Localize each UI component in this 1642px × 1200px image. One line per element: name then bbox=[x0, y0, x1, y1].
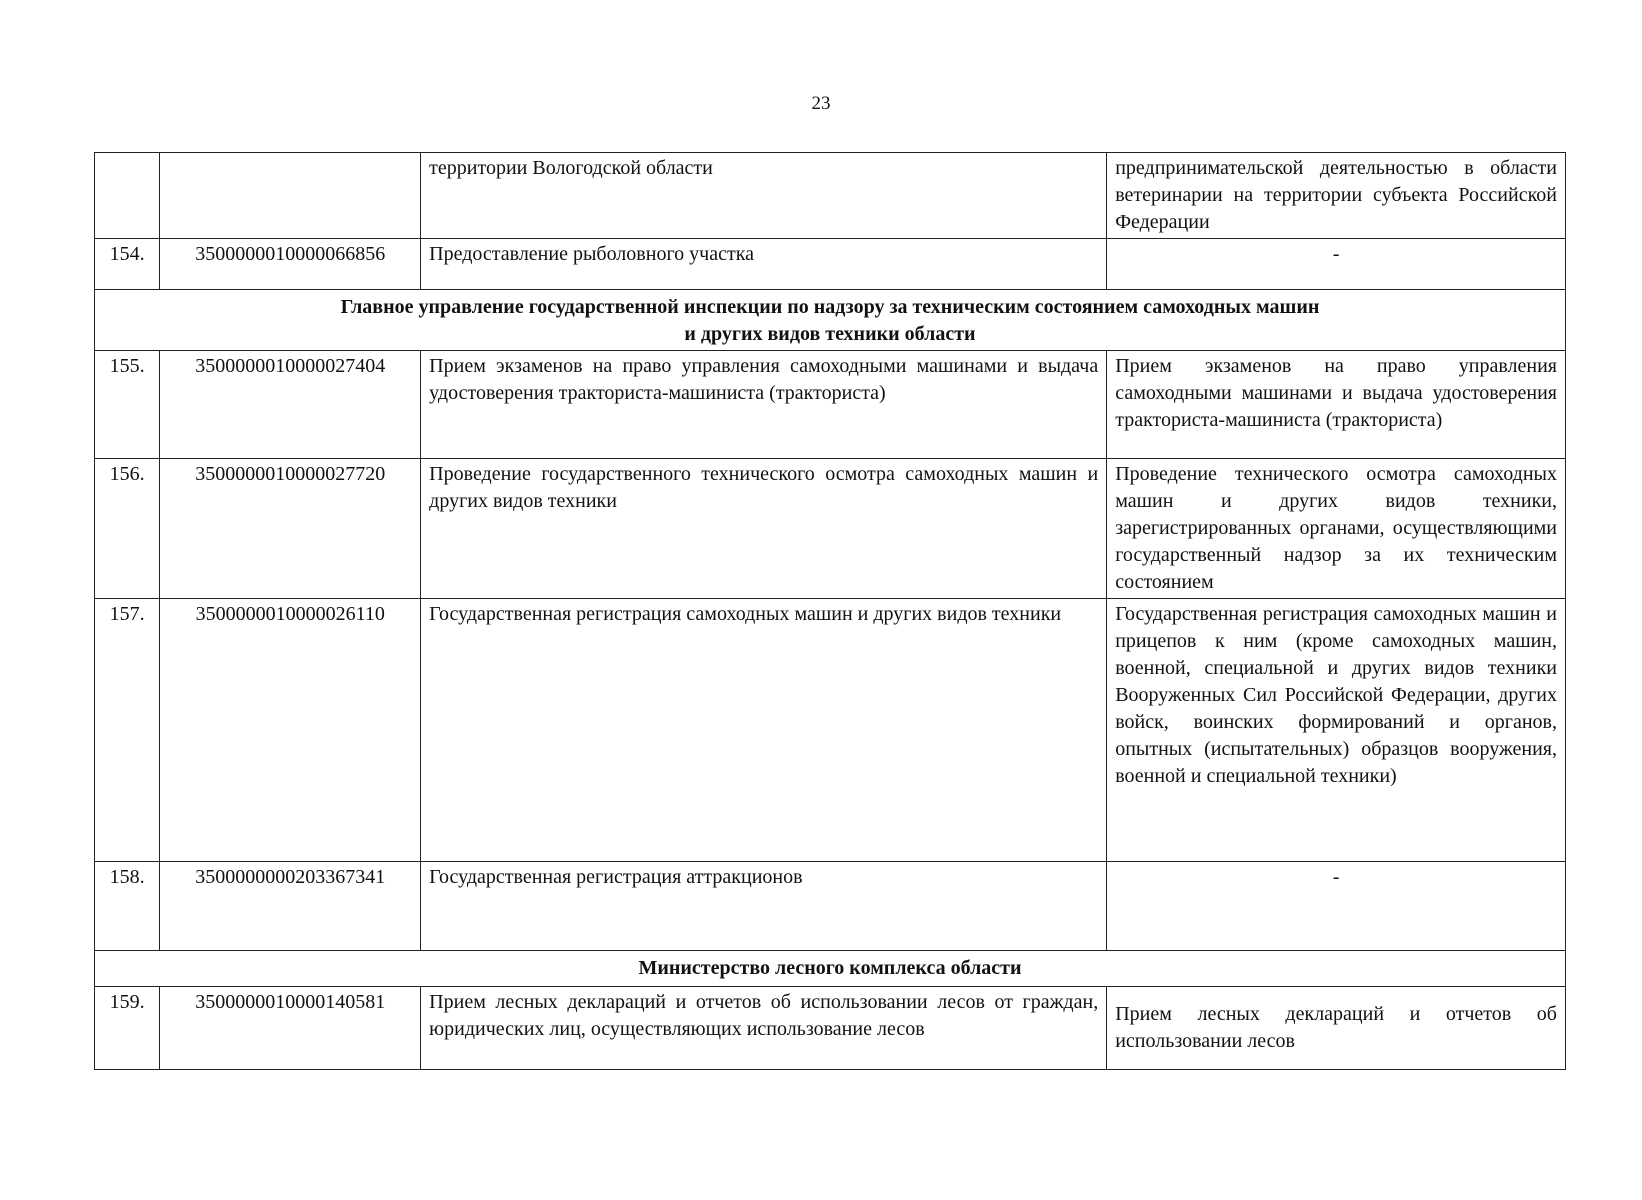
section-header-line: и других видов техники области bbox=[684, 323, 976, 345]
row-number: 154. bbox=[95, 239, 160, 290]
services-table bbox=[94, 152, 1566, 1070]
section-header-line: Министерство лесного комплекса области bbox=[638, 957, 1022, 979]
service-name: Предоставление рыболовного участка bbox=[421, 239, 1107, 290]
table-row bbox=[95, 351, 1566, 459]
service-basis: Прием лесных деклараций и отчетов об использовании лесов bbox=[1107, 987, 1566, 1070]
table-row bbox=[95, 862, 1566, 951]
section-header bbox=[95, 951, 1566, 987]
service-name: территории Вологодской области bbox=[421, 153, 1107, 239]
service-code bbox=[160, 153, 421, 239]
table-row bbox=[95, 239, 1566, 290]
service-code: 3500000010000027720 bbox=[160, 459, 421, 599]
service-name: Прием лесных деклараций и отчетов об использовании лесов от граждан, юридических лиц, осуществляющих использование лесов bbox=[421, 987, 1107, 1070]
service-basis: Государственная регистрация самоходных машин и прицепов к ним (кроме самоходных машин, военной, специальной и других видов техники Вооруженных Сил Российской Федерации, других войск, воинских формирований и органов, опытных (испытательных) образцов вооружения, военной и специальной техники) bbox=[1107, 599, 1566, 862]
service-basis: предпринимательской деятельностью в области ветеринарии на территории субъекта Российской Федерации bbox=[1107, 153, 1566, 239]
section-header-row bbox=[95, 290, 1566, 351]
service-name: Проведение государственного технического осмотра самоходных машин и других видов техники bbox=[421, 459, 1107, 599]
service-name: Прием экзаменов на право управления самоходными машинами и выдача удостоверения тракториста-машиниста (тракториста) bbox=[421, 351, 1107, 459]
service-code: 3500000010000027404 bbox=[160, 351, 421, 459]
row-number: 158. bbox=[95, 862, 160, 951]
table-row bbox=[95, 987, 1566, 1070]
row-number: 159. bbox=[95, 987, 160, 1070]
service-code: 3500000010000026110 bbox=[160, 599, 421, 862]
row-number bbox=[95, 153, 160, 239]
section-header-row bbox=[95, 951, 1566, 987]
service-name: Государственная регистрация самоходных машин и других видов техники bbox=[421, 599, 1107, 862]
service-code: 3500000010000140581 bbox=[160, 987, 421, 1070]
service-basis: - bbox=[1107, 862, 1566, 951]
service-basis: - bbox=[1107, 239, 1566, 290]
service-code: 3500000010000066856 bbox=[160, 239, 421, 290]
table-row bbox=[95, 459, 1566, 599]
row-number: 156. bbox=[95, 459, 160, 599]
service-basis: Проведение технического осмотра самоходных машин и других видов техники, зарегистрированных органами, осуществляющими государственный надзор за их техническим состоянием bbox=[1107, 459, 1566, 599]
section-header-line: Главное управление государственной инспекции по надзору за техническим состоянием самоходных машин bbox=[340, 296, 1320, 318]
service-basis: Прием экзаменов на право управления самоходными машинами и выдача удостоверения тракториста-машиниста (тракториста) bbox=[1107, 351, 1566, 459]
table-row bbox=[95, 599, 1566, 862]
page-number: 23 bbox=[811, 93, 831, 114]
row-number: 155. bbox=[95, 351, 160, 459]
row-number: 157. bbox=[95, 599, 160, 862]
service-code: 3500000000203367341 bbox=[160, 862, 421, 951]
table-row bbox=[95, 153, 1566, 239]
section-header bbox=[95, 290, 1566, 351]
service-name: Государственная регистрация аттракционов bbox=[421, 862, 1107, 951]
